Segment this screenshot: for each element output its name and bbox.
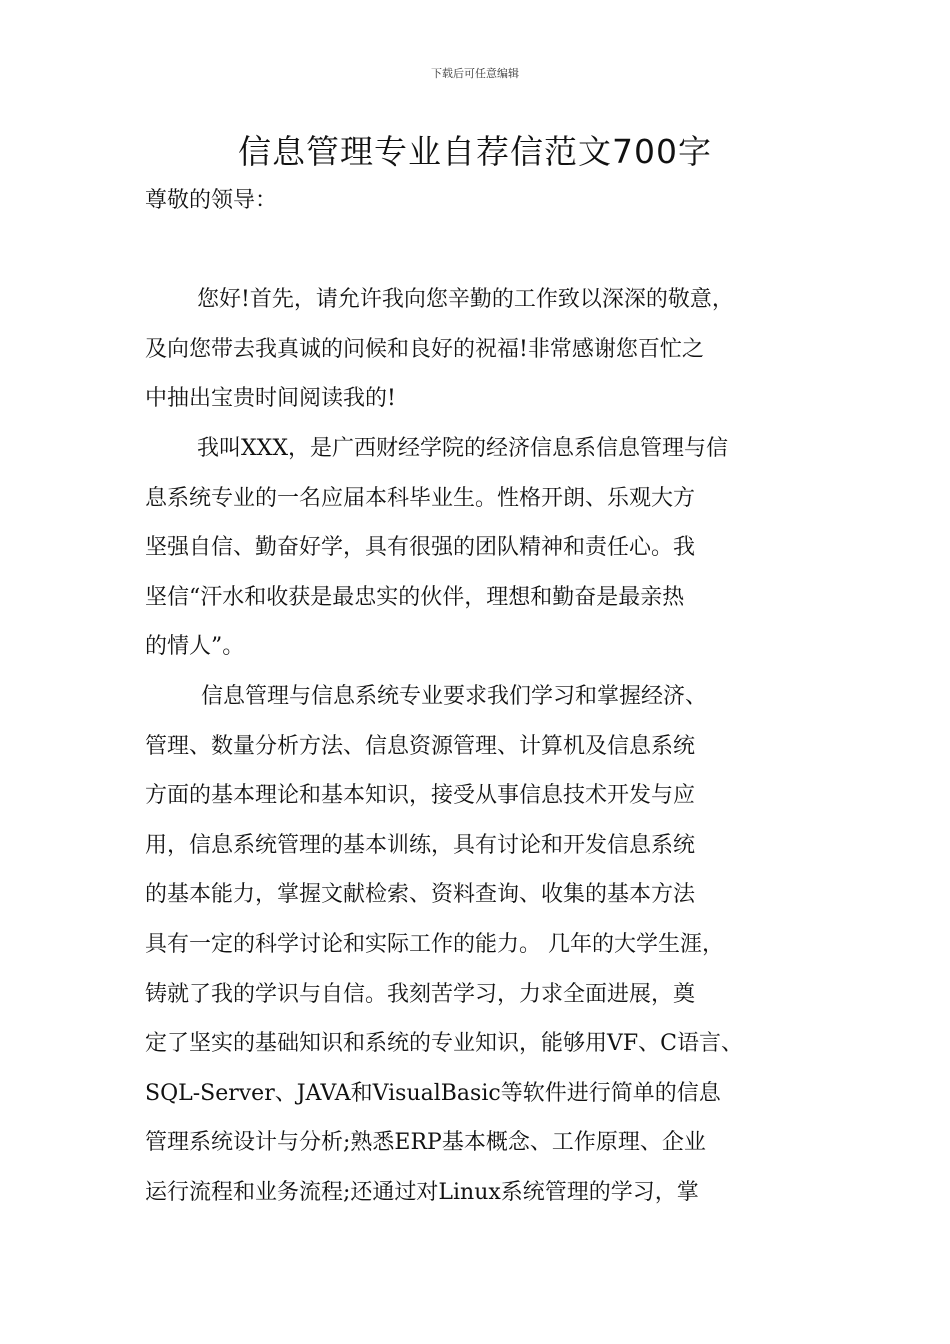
text-line: 管理系统设计与分析;熟悉ERP基本概念、工作原理、企业 (145, 1130, 706, 1156)
text-line: 方面的基本理论和基本知识，接受从事信息技术开发与应 (145, 783, 696, 809)
paragraph-introduction (145, 424, 835, 672)
text-line: 用，信息系统管理的基本训练，具有讨论和开发信息系统 (145, 832, 696, 858)
text-line: 息系统专业的一名应届本科毕业生。性格开朗、乐观大方 (145, 485, 696, 511)
text-line: 坚信“汗水和收获是最忠实的伙伴，理想和勤奋是最亲热 (145, 584, 685, 610)
text-line: 您好!首先，请允许我向您辛勤的工作致以深深的敬意， (197, 287, 734, 312)
text-line: 管理、数量分析方法、信息资源管理、计算机及信息系统 (145, 733, 696, 759)
paragraph-greeting (145, 275, 835, 424)
text-line: 信息管理与信息系统专业要求我们学习和掌握经济、 (201, 684, 708, 709)
text-line: 定了坚实的基础知识和系统的专业知识，能够用VF、C语言、 (145, 1031, 743, 1057)
text-line: 铸就了我的学识与自信。我刻苦学习，力求全面进展，奠 (145, 981, 696, 1007)
text-line: 中抽出宝贵时间阅读我的! (145, 386, 396, 412)
text-line: 具有一定的科学讨论和实际工作的能力。 几年的大学生涯， (145, 931, 724, 957)
text-line: SQL-Server、JAVA和VisualBasic等软件进行简单的信息 (145, 1080, 721, 1106)
document-title: 信息管理专业自荐信范文700字 (238, 132, 712, 171)
text-line: 我叫XXX，是广西财经学院的经济信息系信息管理与信 (197, 436, 728, 461)
salutation: 尊敬的领导： (145, 188, 278, 213)
text-line: 的基本能力，掌握文献检索、资料查询、收集的基本方法 (145, 882, 696, 908)
text-line: 运行流程和业务流程;还通过对Linux系统管理的学习，掌 (145, 1179, 699, 1205)
text-line: 坚强自信、勤奋好学，具有很强的团队精神和责任心。我 (145, 535, 696, 561)
text-line: 的情人”。 (145, 634, 245, 660)
header-note: 下载后可任意编辑 (431, 67, 519, 80)
text-line: 及向您带去我真诚的问候和良好的祝福!非常感谢您百忙之 (145, 336, 704, 362)
paragraph-major (145, 672, 835, 1218)
